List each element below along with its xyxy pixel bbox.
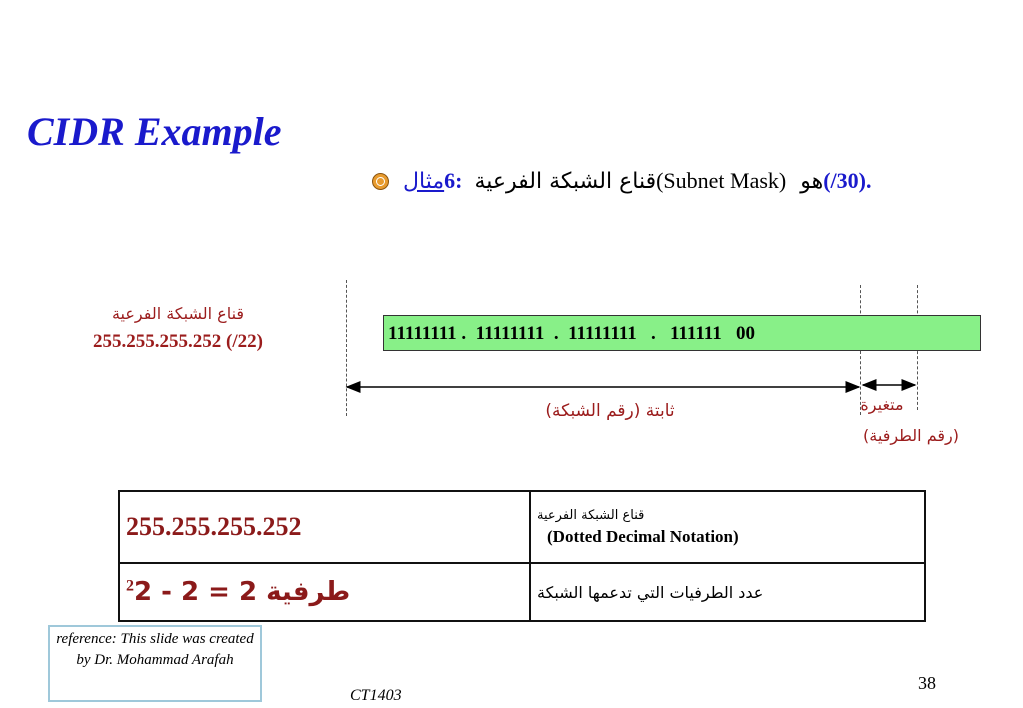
table-row — [119, 491, 925, 563]
example-number: 6: — [444, 168, 463, 193]
info-table — [118, 490, 926, 622]
mask-desc-arabic: قناع الشبكة الفرعية — [537, 507, 645, 523]
binary-mask-box: 11111111 . 11111111 . 11111111 . 111111 00 — [383, 315, 981, 351]
hosts-superscript: 2 — [126, 577, 134, 595]
slide-title: CIDR Example — [27, 109, 282, 154]
mask-desc-english: (Dotted Decimal Notation) — [547, 526, 739, 546]
hosts-desc-cell: عدد الطرفيات التي تدعمها الشبكة — [530, 563, 925, 621]
hosts-formula: طرفية 2 = 2 - 2 — [134, 577, 351, 607]
bullet-english-mask: (Subnet Mask) — [656, 168, 787, 193]
bullet-line — [372, 166, 871, 196]
host-number-label: (رقم الطرفية) — [863, 426, 959, 445]
variable-label: متغيرة — [860, 395, 904, 414]
bullet-prefix: (/30). — [823, 168, 872, 193]
bullet-arabic-mask: قناع الشبكة الفرعية — [474, 168, 657, 194]
bullet-icon — [372, 173, 389, 190]
mask-desc-cell — [530, 491, 925, 563]
fixed-network-label: ثابتة (رقم الشبكة) — [545, 401, 675, 421]
table-row — [119, 563, 925, 621]
range-arrows — [340, 377, 930, 397]
hosts-formula-cell — [119, 563, 530, 621]
course-code: CT1403 — [350, 687, 402, 704]
slide-number: 38 — [918, 673, 936, 693]
example-word: مثال — [403, 168, 445, 194]
bullet-arabic-is: هو — [800, 168, 824, 194]
mask-value-cell: 255.255.255.252 — [119, 491, 530, 563]
reference-box: reference: This slide was created by Dr. Mohammad Arafah — [48, 625, 262, 702]
mask-label-value: 255.255.255.252 (/22) — [93, 331, 263, 352]
mask-label-arabic: قناع الشبكة الفرعية — [111, 304, 245, 323]
